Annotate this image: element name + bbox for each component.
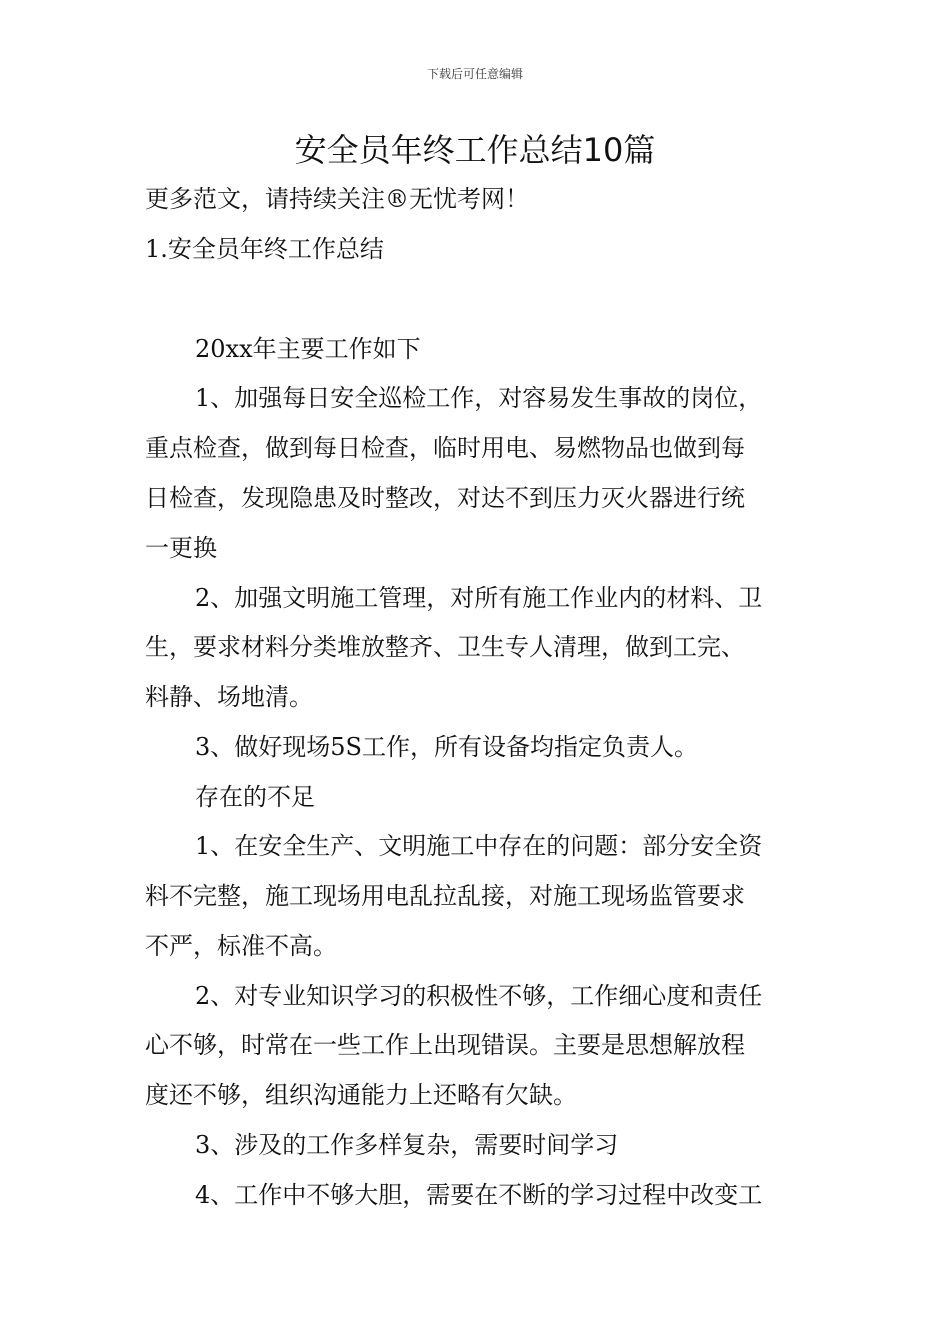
paragraph-line: 3、做好现场5S工作，所有设备均指定负责人。 [195,733,698,761]
paragraph-line: 心不够，时常在一些工作上出现错误。主要是思想解放程 [145,1031,745,1059]
intro-line: 更多范文，请持续关注®无忧考网！ [145,185,529,213]
paragraph-line: 度还不够，组织沟通能力上还略有欠缺。 [145,1081,577,1109]
paragraph-line: 生，要求材料分类堆放整齐、卫生专人清理，做到工完、 [145,633,745,661]
paragraph-line: 1、加强每日安全巡检工作，对容易发生事故的岗位， [195,384,763,412]
paragraph-line: 日检查，发现隐患及时整改，对达不到压力灭火器进行统 [145,484,745,512]
paragraph-line: 料静、场地清。 [145,683,313,711]
paragraph-line: 2、加强文明施工管理，对所有施工作业内的材料、卫 [195,584,763,612]
paragraph-line: 2、对专业知识学习的积极性不够，工作细心度和责任 [195,982,763,1010]
paragraph-line: 3、涉及的工作多样复杂，需要时间学习 [195,1131,619,1159]
paragraph-line: 存在的不足 [195,783,315,811]
paragraph-line: 不严，标准不高。 [145,932,337,960]
paragraph-line: 20xx年主要工作如下 [195,335,421,363]
paragraph-line: 料不完整，施工现场用电乱拉乱接，对施工现场监管要求 [145,882,745,910]
page-header-note: 下载后可任意编辑 [426,67,523,81]
paragraph-line: 一更换 [145,534,217,562]
document-title: 安全员年终工作总结10篇 [294,131,656,169]
section-heading: 1.安全员年终工作总结 [145,235,384,263]
paragraph-line: 4、工作中不够大胆，需要在不断的学习过程中改变工 [195,1181,763,1209]
paragraph-line: 重点检查，做到每日检查，临时用电、易燃物品也做到每 [145,434,745,462]
paragraph-line: 1、在安全生产、文明施工中存在的问题：部分安全资 [195,832,763,860]
